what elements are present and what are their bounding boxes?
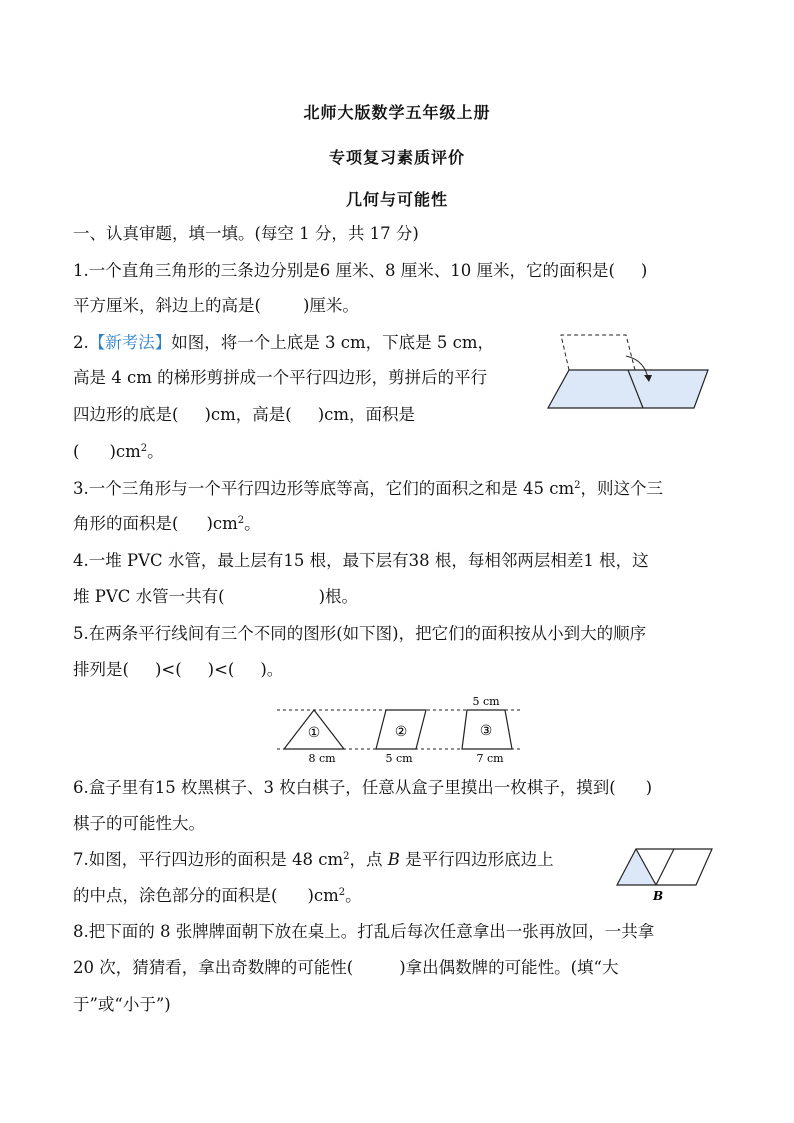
q2-text-a: 如图，将一个上底是 3 cm，下底是 5 cm，	[171, 333, 494, 352]
question-6-line-1	[73, 776, 652, 800]
question-5-line-2	[73, 658, 283, 682]
removed-trapezoid-top-dashed	[561, 335, 635, 370]
q8-text-b2: )拿出偶数牌的可能性。(填“大	[399, 958, 619, 977]
q5-text-b2: )<(	[154, 660, 182, 679]
q2-text-d3: 。	[147, 442, 164, 461]
question-6-line-2: 棋子的可能性大。	[73, 814, 205, 833]
triangle-base-length: 8 cm	[308, 752, 336, 765]
question-2-line-1	[73, 331, 494, 355]
trapezoid-cut-figure	[540, 328, 720, 414]
question-1-line-1	[73, 259, 647, 283]
section-topic: 几何与可能性	[345, 190, 448, 209]
q7-text-a1: 7.如图，平行四边形的面积是 48 cm	[73, 850, 344, 869]
shape-3-label: ③	[479, 723, 493, 739]
q7-text-b3: 。	[345, 886, 362, 905]
q1-text-a: 1.一个直角三角形的三条边分别是6 厘米、8 厘米、10 厘米，它的面积是(	[73, 261, 615, 280]
q1-text-d: )厘米。	[302, 296, 359, 315]
new-method-tag: 【新考法】	[88, 333, 172, 352]
q5-text-b1: 排列是(	[73, 660, 129, 679]
question-1-line-2	[73, 294, 359, 318]
q7-point-b: B	[387, 850, 400, 869]
q6-text-a1: 6.盒子里有15 枚黑棋子、3 枚白棋子，任意从盒子里摸出一枚棋子，摸到(	[73, 778, 616, 797]
q2-text-c1: 四边形的底是(	[73, 405, 179, 424]
q3-squared-1: 2	[574, 480, 581, 491]
question-8-line-2	[73, 956, 619, 980]
q7-squared-1: 2	[343, 851, 350, 862]
q3-text-b2: )cm	[206, 514, 238, 533]
q3-text-b1: 角形的面积是(	[73, 514, 179, 533]
worksheet-title: 北师大版数学五年级上册	[303, 103, 491, 122]
q6-text-a2: )	[645, 778, 653, 797]
point-b-label: B	[653, 889, 664, 903]
q7-text-a2: ，点	[349, 850, 388, 869]
q2-text-d1: (	[73, 442, 80, 461]
q5-text-b3: )<(	[207, 660, 235, 679]
parallelogram-shaded-figure	[612, 845, 716, 905]
question-5-line-1: 5.在两条平行线间有三个不同的图形(如下图)，把它们的面积按从小到大的顺序	[73, 624, 647, 643]
section-heading: 一、认真审题，填一填。(每空 1 分，共 17 分)	[73, 224, 419, 243]
q3-text-a2: ，则这个三	[580, 479, 663, 498]
q4-text-b1: 堆 PVC 水管一共有(	[73, 587, 225, 606]
q3-text-b3: 。	[244, 514, 261, 533]
question-8-line-3: 于”或“小于”)	[73, 995, 171, 1014]
question-3-line-1	[73, 477, 663, 501]
q1-text-b: )	[640, 261, 648, 280]
trapezoid-bottom-length: 7 cm	[476, 752, 504, 765]
q7-squared-2: 2	[338, 887, 346, 898]
parallelogram-result	[548, 370, 708, 408]
q2-squared: 2	[140, 443, 148, 454]
q7-text-a3: 是平行四边形底边上	[399, 850, 554, 869]
q2-text-c3: )cm，面积是	[317, 405, 416, 424]
worksheet-subtitle: 专项复习素质评价	[328, 148, 465, 167]
q2-text-d2: )cm	[109, 442, 141, 461]
trapezoid-top-length: 5 cm	[472, 695, 500, 708]
q7-text-b2: )cm	[307, 886, 339, 905]
question-2-line-3	[73, 403, 415, 427]
q5-text-b4: )。	[260, 660, 284, 679]
question-2-line-4	[73, 440, 164, 464]
shape-1-label: ①	[307, 725, 321, 741]
q7-text-b1: 的中点，涂色部分的面积是(	[73, 886, 278, 905]
parallel-lines-shapes-figure	[274, 693, 524, 765]
shape-2-label: ②	[394, 724, 408, 740]
question-4-line-1: 4.一堆 PVC 水管，最上层有15 根，最下层有38 根，每相邻两层相差1 根，这	[73, 551, 649, 570]
question-3-line-2	[73, 512, 261, 536]
q3-squared-2: 2	[237, 515, 245, 526]
q8-text-b: 20 次，猜猜看，拿出奇数牌的可能性(	[73, 958, 354, 977]
shaded-triangle	[617, 849, 656, 885]
q2-text-c2: )cm，高是(	[204, 405, 292, 424]
q2-number: 2.	[73, 333, 89, 352]
question-8-line-1: 8.把下面的 8 张牌牌面朝下放在桌上。打乱后每次任意拿出一张再放回，一共拿	[73, 922, 655, 941]
question-7-line-2	[73, 884, 362, 908]
parallelogram-base-length: 5 cm	[385, 752, 413, 765]
q4-text-b2: )根。	[318, 587, 359, 606]
diagonal-to-b-2	[656, 849, 674, 885]
q1-text-c: 平方厘米，斜边上的高是(	[73, 296, 261, 315]
question-7-line-1	[73, 848, 554, 872]
q3-text-a1: 3.一个三角形与一个平行四边形等底等高，它们的面积之和是 45 cm	[73, 479, 575, 498]
question-2-line-2: 高是 4 cm 的梯形剪拼成一个平行四边形，剪拼后的平行	[73, 368, 488, 387]
question-4-line-2	[73, 585, 358, 609]
